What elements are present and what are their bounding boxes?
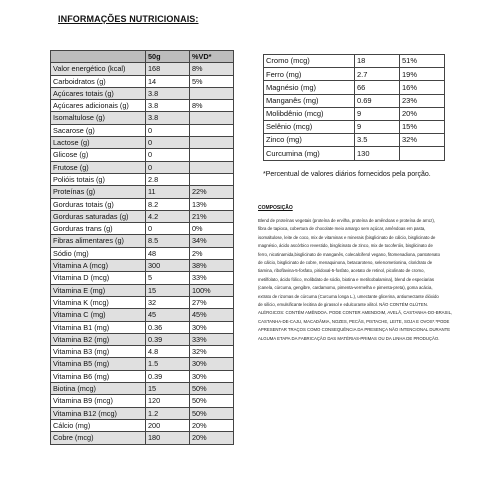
nutrient-amount: 8.5 (146, 235, 190, 247)
nutrient-amount: 66 (355, 81, 400, 94)
table-row (264, 68, 445, 81)
nutrient-name: Cobre (mcg) (51, 432, 146, 444)
nutrient-daily-value: 27% (190, 296, 234, 308)
nutrient-amount: 130 (355, 147, 400, 160)
table-row (51, 223, 234, 235)
nutrient-name: Carboidratos (g) (51, 75, 146, 87)
nutrient-name: Proteínas (g) (51, 186, 146, 198)
nutrition-table (50, 50, 234, 445)
nutrient-daily-value: 34% (190, 235, 234, 247)
nutrient-daily-value: 20% (400, 107, 445, 120)
nutrient-name: Vitamina D (mcg) (51, 272, 146, 284)
nutrient-name: Valor energético (kcal) (51, 63, 146, 75)
nutrient-amount: 2.8 (146, 173, 190, 185)
nutrient-daily-value: 100% (190, 284, 234, 296)
nutrient-daily-value (190, 112, 234, 124)
nutrient-name: Vitamina B12 (mcg) (51, 407, 146, 419)
nutrient-amount: 200 (146, 419, 190, 431)
nutrient-daily-value: 30% (190, 358, 234, 370)
table-row (51, 309, 234, 321)
header-portion: 50g (146, 51, 190, 63)
minerals-table (263, 54, 445, 161)
composition-line: ferro, nicotinamida,bisglicinato de manganês, colecalciferol vegano, fitomenadiona, pantotenato (258, 251, 441, 257)
nutrient-amount: 0 (146, 124, 190, 136)
nutrient-daily-value: 45% (190, 309, 234, 321)
table-row (51, 137, 234, 149)
nutrient-name: Vitamina B1 (mg) (51, 321, 146, 333)
table-row (51, 124, 234, 136)
nutrient-name: Biotina (mcg) (51, 383, 146, 395)
nutrient-daily-value: 38% (190, 260, 234, 272)
table-row (51, 63, 234, 75)
nutrient-name: Sódio (mg) (51, 247, 146, 259)
table-row (51, 272, 234, 284)
nutrient-amount: 4.2 (146, 210, 190, 222)
table-row (51, 395, 234, 407)
composition-line: Blend de proteínas vegetais (proteína de ervilha, proteína de amêndoas e proteína de arroz), (258, 218, 436, 223)
nutrient-daily-value: 50% (190, 383, 234, 395)
composition-line: magnésio, ácido ascórbico revestido, bisglicinato de zinco, mix de tocoferóis, bisglicinato de (258, 243, 433, 249)
nutrient-name: Cálcio (mg) (51, 419, 146, 431)
nutrient-name: Frutose (g) (51, 161, 146, 173)
nutrient-amount: 9 (355, 120, 400, 133)
nutrient-amount: 0 (146, 149, 190, 161)
table-row (51, 198, 234, 210)
table-row (51, 149, 234, 161)
nutrient-name: Ferro (mg) (264, 68, 355, 81)
nutrient-amount: 3.5 (355, 134, 400, 147)
table-row (264, 120, 445, 133)
table-row (51, 87, 234, 99)
nutrient-name: Gorduras saturadas (g) (51, 210, 146, 222)
nutrient-amount: 15 (146, 383, 190, 395)
composition-line: fibra de tapioca, cobertura de chocolate meio amargo sem açúcar, amêndoas em pasta, (258, 226, 426, 232)
table-row (51, 370, 234, 382)
nutrient-daily-value: 33% (190, 272, 234, 284)
table-row (51, 210, 234, 222)
nutrient-daily-value (190, 87, 234, 99)
nutrient-daily-value: 32% (400, 134, 445, 147)
composition-line: de cálcio, bisglicinato de cobre, menaquinona, betacaroteno, selenometionina, cloridrato de (258, 260, 433, 265)
composition-line: CASTANHA-DE-CAJU, MACADÂMIA, NOZES, PECÃS, PISTACHE, LEITE, SOJA E OVOS*.*PODE (258, 318, 450, 324)
nutrient-amount: 180 (146, 432, 190, 444)
nutrient-name: Zinco (mg) (264, 134, 355, 147)
table-row (51, 186, 234, 198)
nutrient-amount: 0.36 (146, 321, 190, 333)
table-row (264, 107, 445, 120)
nutrient-daily-value (400, 147, 445, 160)
nutrient-amount: 0 (146, 223, 190, 235)
nutrient-daily-value: 50% (190, 407, 234, 419)
composition-line: extrato de rizomas de cúrcuma (Curcuma longa L.), umectante glicerina, antiumectante dióxido (258, 293, 439, 299)
nutrient-name: Sacarose (g) (51, 124, 146, 136)
table-row (51, 75, 234, 87)
nutrient-name: Manganês (mg) (264, 94, 355, 107)
nutrient-daily-value: 13% (190, 198, 234, 210)
nutrient-daily-value: 16% (400, 81, 445, 94)
nutrient-name: Fibras alimentares (g) (51, 235, 146, 247)
nutrient-name: Gorduras totais (g) (51, 198, 146, 210)
table-row (51, 112, 234, 124)
table-row (51, 419, 234, 431)
nutrient-name: Polióis totais (g) (51, 173, 146, 185)
composition-line: ALGUMA ETAPA DA FABRICAÇÃO DAS MATÉRIAS-PRIMAS OU DA LINHA DE PRODUÇÃO. (258, 335, 440, 341)
nutrient-daily-value (190, 173, 234, 185)
nutrient-daily-value: 22% (190, 186, 234, 198)
nutrient-name: Vitamina B9 (mcg) (51, 395, 146, 407)
page-title: INFORMAÇÕES NUTRICIONAIS: (58, 14, 199, 24)
nutrient-name: Vitamina B5 (mg) (51, 358, 146, 370)
composition-line: (canela, cúrcuma, gengibre, cardamomo, pimenta-vermelha e pimenta-preta), goma acácia, (258, 285, 433, 291)
nutrient-name: Lactose (g) (51, 137, 146, 149)
header-nutrient (51, 51, 146, 63)
nutrient-daily-value: 32% (190, 346, 234, 358)
nutrient-daily-value: 51% (400, 55, 445, 68)
nutrient-daily-value: 8% (190, 100, 234, 112)
nutrient-daily-value: 2% (190, 247, 234, 259)
nutrient-name: Molibdênio (mcg) (264, 107, 355, 120)
nutrient-amount: 0.39 (146, 370, 190, 382)
nutrient-name: Açúcares adicionais (g) (51, 100, 146, 112)
table-row (264, 94, 445, 107)
table-row (51, 383, 234, 395)
nutrient-amount: 45 (146, 309, 190, 321)
nutrient-amount: 0 (146, 161, 190, 173)
nutrient-amount: 300 (146, 260, 190, 272)
nutrient-name: Açúcares totais (g) (51, 87, 146, 99)
nutrient-amount: 5 (146, 272, 190, 284)
table-row (264, 81, 445, 94)
table-row (51, 284, 234, 296)
nutrient-name: Curcumina (mg) (264, 147, 355, 160)
nutrient-name: Vitamina E (mg) (51, 284, 146, 296)
nutrient-amount: 3.8 (146, 112, 190, 124)
table-row (51, 100, 234, 112)
nutrient-amount: 2.7 (355, 68, 400, 81)
nutrient-amount: 168 (146, 63, 190, 75)
nutrient-name: Isomaltulose (g) (51, 112, 146, 124)
nutrient-daily-value: 23% (400, 94, 445, 107)
nutrient-name: Vitamina A (mcg) (51, 260, 146, 272)
nutrient-daily-value: 30% (190, 321, 234, 333)
nutrient-amount: 15 (146, 284, 190, 296)
nutrient-name: Vitamina B2 (mg) (51, 333, 146, 345)
table-row (264, 134, 445, 147)
nutrient-amount: 1.2 (146, 407, 190, 419)
nutrient-amount: 4.8 (146, 346, 190, 358)
table-row (51, 296, 234, 308)
nutrient-amount: 14 (146, 75, 190, 87)
nutrient-daily-value: 30% (190, 370, 234, 382)
footnote: *Percentual de valores diários fornecidos pela porção. (263, 171, 431, 178)
nutrient-amount: 11 (146, 186, 190, 198)
nutrient-name: Gorduras trans (g) (51, 223, 146, 235)
nutrient-name: Vitamina K (mcg) (51, 296, 146, 308)
table-row (264, 55, 445, 68)
nutrient-name: Vitamina B6 (mg) (51, 370, 146, 382)
table-row (51, 247, 234, 259)
nutrient-daily-value: 0% (190, 223, 234, 235)
nutrient-amount: 18 (355, 55, 400, 68)
composition-line: isomaltulose, leite de coco, mix de vitaminas e minerais (bisglicinato de cálcio, bisglicinato de (258, 234, 436, 240)
composition-line: de silício, emulsificante lecitina de girassol e edulcorante xilitol. NÃO CONTÉM GLÚTEN. (258, 302, 429, 307)
nutrient-amount: 9 (355, 107, 400, 120)
nutrition-table-header (51, 51, 234, 63)
nutrient-name: Vitamina B3 (mg) (51, 346, 146, 358)
composition-line: APRESENTAR TRAÇOS COMO CONSEQUÊNCIA DA PRESENÇA NÃO INTENCIONAL DURANTE (258, 327, 451, 333)
nutrient-daily-value (190, 161, 234, 173)
table-row (51, 407, 234, 419)
nutrient-name: Glicose (g) (51, 149, 146, 161)
nutrient-daily-value: 8% (190, 63, 234, 75)
nutrient-amount: 3.8 (146, 100, 190, 112)
composition-line: metilfolato, ácido fólico, molibdato de sódio, biotina e metilcobalamina), blend de especiarias (258, 276, 435, 282)
nutrient-daily-value: 21% (190, 210, 234, 222)
table-row (51, 346, 234, 358)
nutrient-amount: 1.5 (146, 358, 190, 370)
nutrient-daily-value: 20% (190, 432, 234, 444)
table-row (51, 161, 234, 173)
nutrient-daily-value: 5% (190, 75, 234, 87)
table-row (264, 147, 445, 160)
composition-line: tiamina, riboflavina-5-fosfato, piridoxal-5-fosfato, acetato de retinol, picolinato de cromo, (258, 268, 425, 274)
nutrient-daily-value: 33% (190, 333, 234, 345)
nutrient-amount: 0.69 (355, 94, 400, 107)
header-daily-value: %VD* (190, 51, 234, 63)
nutrient-amount: 0.39 (146, 333, 190, 345)
nutrient-daily-value (190, 137, 234, 149)
composition-heading: COMPOSIÇÃO (258, 205, 293, 211)
table-row (51, 260, 234, 272)
nutrient-daily-value: 19% (400, 68, 445, 81)
nutrient-daily-value (190, 124, 234, 136)
composition-line: ALÉRGICOS: CONTÉM AMÊNDOA. PODE CONTER AMENDOIM, AVELÃ, CASTANHA-DO-BRASIL, (258, 310, 453, 316)
nutrient-name: Magnésio (mg) (264, 81, 355, 94)
nutrient-daily-value (190, 149, 234, 161)
nutrient-amount: 48 (146, 247, 190, 259)
nutrient-amount: 120 (146, 395, 190, 407)
nutrient-daily-value: 50% (190, 395, 234, 407)
nutrient-amount: 8.2 (146, 198, 190, 210)
nutrient-name: Vitamina C (mg) (51, 309, 146, 321)
nutrient-amount: 3.8 (146, 87, 190, 99)
table-row (51, 173, 234, 185)
table-row (51, 235, 234, 247)
nutrient-name: Cromo (mcg) (264, 55, 355, 68)
nutrient-name: Selênio (mcg) (264, 120, 355, 133)
table-row (51, 432, 234, 444)
nutrient-daily-value: 20% (190, 419, 234, 431)
nutrient-amount: 0 (146, 137, 190, 149)
table-row (51, 358, 234, 370)
table-row (51, 333, 234, 345)
table-row (51, 321, 234, 333)
nutrient-amount: 32 (146, 296, 190, 308)
nutrient-daily-value: 15% (400, 120, 445, 133)
